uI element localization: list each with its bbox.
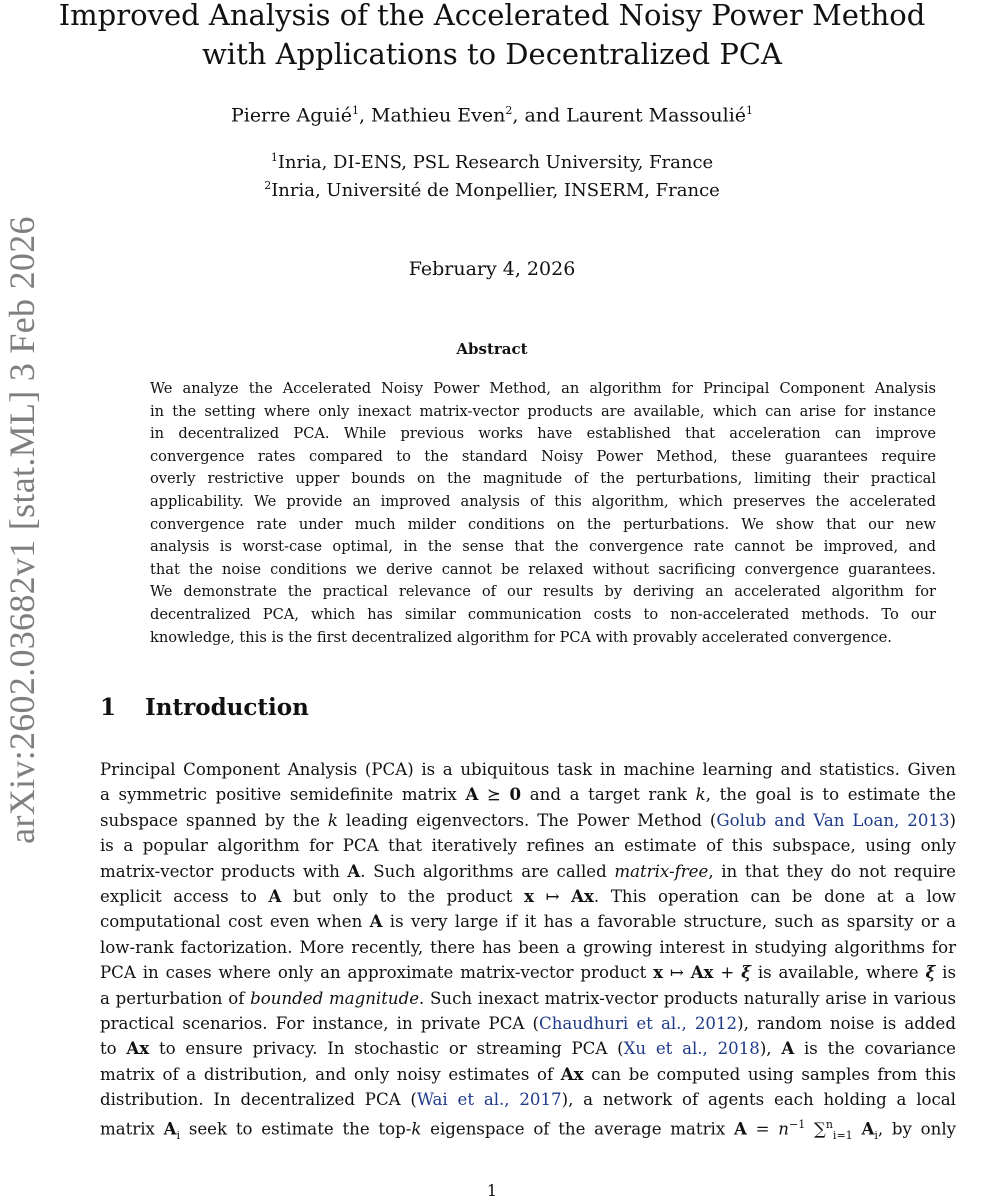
paper-title [0,0,984,74]
citation-link[interactable]: Xu et al., 2018 [623,1039,760,1059]
text-run: computational cost even when [100,912,370,932]
text-run: ξ [925,962,936,983]
text-run: a symmetric positive semidefinite matrix [100,785,466,805]
body-line [100,859,956,884]
text-run: PCA in cases where only an approximate matrix-vector product [100,963,654,983]
text-run: and a target rank [521,785,696,805]
affiliation-text: Inria, Université de Monpellier, INSERM, France [271,180,720,201]
text-run: is very large if it has a favorable structure, such as sparsity or a [382,912,956,932]
body-line [100,1011,956,1036]
text-run: i [874,1129,878,1143]
text-run: matrix-vector products with [100,861,348,881]
text-run: matrix [100,1120,164,1139]
body-line [100,935,956,960]
abstract-line: We demonstrate the practical relevance of our results by deriving an accelerated algorithm for [150,583,936,601]
affiliation-mark: 1 [351,104,359,117]
body-line [100,909,956,934]
text-run: , by only [877,1120,957,1139]
text-run: ↦ [663,963,691,983]
text-run: matrix of a distribution, and only noisy estimates of [100,1064,561,1084]
text-run: explicit access to [100,886,269,906]
body-line [100,960,956,985]
text-run: can be computed using samples from this [583,1064,956,1084]
text-run: ⪰ [478,785,510,805]
text-run: . Such inexact matrix-vector products naturally arise in various [419,988,956,1008]
text-run: seek to estimate the top- [180,1120,412,1139]
abstract-line: convergence rate under much milder conditions on the perturbations. We show that our new [150,515,936,533]
abstract-line: that the noise conditions we derive cannot be relaxed without sacrificing convergence guarantees. [150,560,936,578]
affiliation-mark: 1 [746,104,754,117]
citation-link[interactable]: Wai et al., 2017 [416,1090,562,1110]
introduction-body [100,757,957,1143]
text-run: ), random noise is added [737,1013,956,1033]
body-line [100,782,956,807]
text-run: eigenspace of the average matrix [421,1120,734,1139]
text-run: low-rank factorization. More recently, there has been a growing interest in studying algorithms for [100,937,956,957]
author-separator: , and [512,104,567,127]
section-title: Introduction [145,694,309,721]
text-run: bounded magnitude [250,988,420,1008]
affiliation-2 [0,179,984,201]
author-name: Mathieu Even [371,104,506,127]
text-run: 0 [509,784,522,805]
body-line [100,1087,956,1112]
text-run: matrix-free [614,861,709,881]
abstract-line: decentralized PCA, which has similar communication costs to non-accelerated methods. To our [150,605,936,623]
abstract-line: knowledge, this is the first decentralized algorithm for PCA with provably accelerated convergence. [150,628,892,646]
text-run: is [935,963,956,983]
body-line [100,808,956,833]
abstract-line: applicability. We provide an improved analysis of this algorithm, which preserves the accelerated [150,492,936,510]
text-run: k [695,785,706,805]
text-run: is available, where [750,963,926,983]
body-line [100,833,956,858]
affiliation-text: Inria, DI-ENS, PSL Research University, France [277,152,714,173]
section-number: 1 [100,694,117,721]
text-run: ∑ [805,1120,826,1139]
abstract-line: in the setting where only inexact matrix-vector products are available, which can arise for instance [150,402,936,420]
text-run: A [268,885,282,906]
text-run: Ax [690,962,714,983]
text-run: ) [949,810,956,830]
text-run: to ensure privacy. In stochastic or streaming PCA ( [149,1039,624,1059]
text-run: . This operation can be done at a low [593,886,957,906]
text-run: distribution. In decentralized PCA ( [100,1090,417,1110]
body-line [100,1062,956,1087]
text-run: + [713,963,742,983]
text-run: k [327,810,338,830]
body-line [100,757,956,782]
text-run: = [746,1120,779,1139]
paper-date: February 4, 2026 [408,258,576,280]
text-run: ξ [741,962,751,983]
author-name: Pierre Aguié [230,104,352,127]
text-run: to [100,1039,127,1059]
text-run: is the covariance [794,1039,956,1059]
text-run: A [781,1038,795,1059]
text-run: ), [759,1039,782,1059]
text-run: subspace spanned by the [100,810,328,830]
text-run: leading eigenvectors. The Power Method ( [337,810,717,830]
title-line-1: Improved Analysis of the Accelerated Noisy Power Method [58,0,926,32]
text-run: . Such algorithms are called [360,861,615,881]
text-run: n [778,1120,789,1139]
author-separator: , [358,104,372,127]
text-run: ↦ [534,886,572,906]
body-line [100,1112,957,1143]
body-line [100,884,956,909]
text-run: −1 [788,1118,806,1132]
text-run: A [347,860,361,881]
abstract-line: We analyze the Accelerated Noisy Power Method, an algorithm for Principal Component Analysis [150,380,936,397]
text-run: Ax [571,885,594,906]
affiliation-mark: 2 [264,179,272,192]
body-line [100,986,956,1011]
affiliation-mark: 2 [505,104,513,117]
arxiv-identifier-stamp: arXiv:2602.03682v1 [stat.ML] 3 Feb 2026 [2,216,42,844]
text-run: a perturbation of [100,988,251,1008]
text-run: n [825,1118,833,1132]
affiliation-1 [0,151,984,173]
abstract-line: overly restrictive upper bounds on the magnitude of the perturbations, limiting their practical [150,470,936,488]
citation-link[interactable]: Golub and Van Loan, 2013 [716,810,950,830]
text-run: x [524,885,534,906]
text-run: A [465,784,479,805]
abstract-line: convergence rates compared to the standard Noisy Power Method, these guarantees require [150,447,936,465]
author-list [0,104,984,126]
text-run: A [163,1119,177,1139]
page-number: 1 [486,1181,498,1200]
text-run: is a popular algorithm for PCA that iteratively refines an estimate of this subspace, using only [100,836,956,856]
text-run: , the goal is to estimate the [705,785,956,805]
text-run: Ax [560,1063,584,1084]
affiliation-mark: 1 [270,151,278,164]
body-line [100,1036,956,1061]
text-run: x [653,962,664,983]
title-line-2: with Applications to Decentralized PCA [201,37,782,71]
abstract-line: in decentralized PCA. While previous works have established that acceleration can improve [150,425,936,443]
text-run: but only to the product [281,886,525,906]
text-run: ), a network of agents each holding a local [561,1090,956,1110]
text-run: i=1 [832,1129,853,1143]
text-run: Ax [126,1038,150,1059]
abstract-heading: Abstract [456,340,528,358]
abstract-line: analysis is worst-case optimal, in the sense that the convergence rate cannot be improved, and [150,538,936,556]
text-run: A [369,911,383,932]
text-run: Principal Component Analysis (PCA) is a ubiquitous task in machine learning and statistics. Given [100,760,956,779]
text-run: A [861,1119,875,1139]
abstract-body [150,378,936,649]
text-run: practical scenarios. For instance, in private PCA ( [100,1013,540,1033]
author-name: Laurent Massoulié [566,104,747,127]
text-run: A [733,1119,747,1139]
text-run: , in that they do not require [708,861,956,881]
section-heading [100,694,309,721]
citation-link[interactable]: Chaudhuri et al., 2012 [539,1013,738,1033]
text-run: k [411,1120,422,1139]
text-run: i [176,1129,181,1143]
